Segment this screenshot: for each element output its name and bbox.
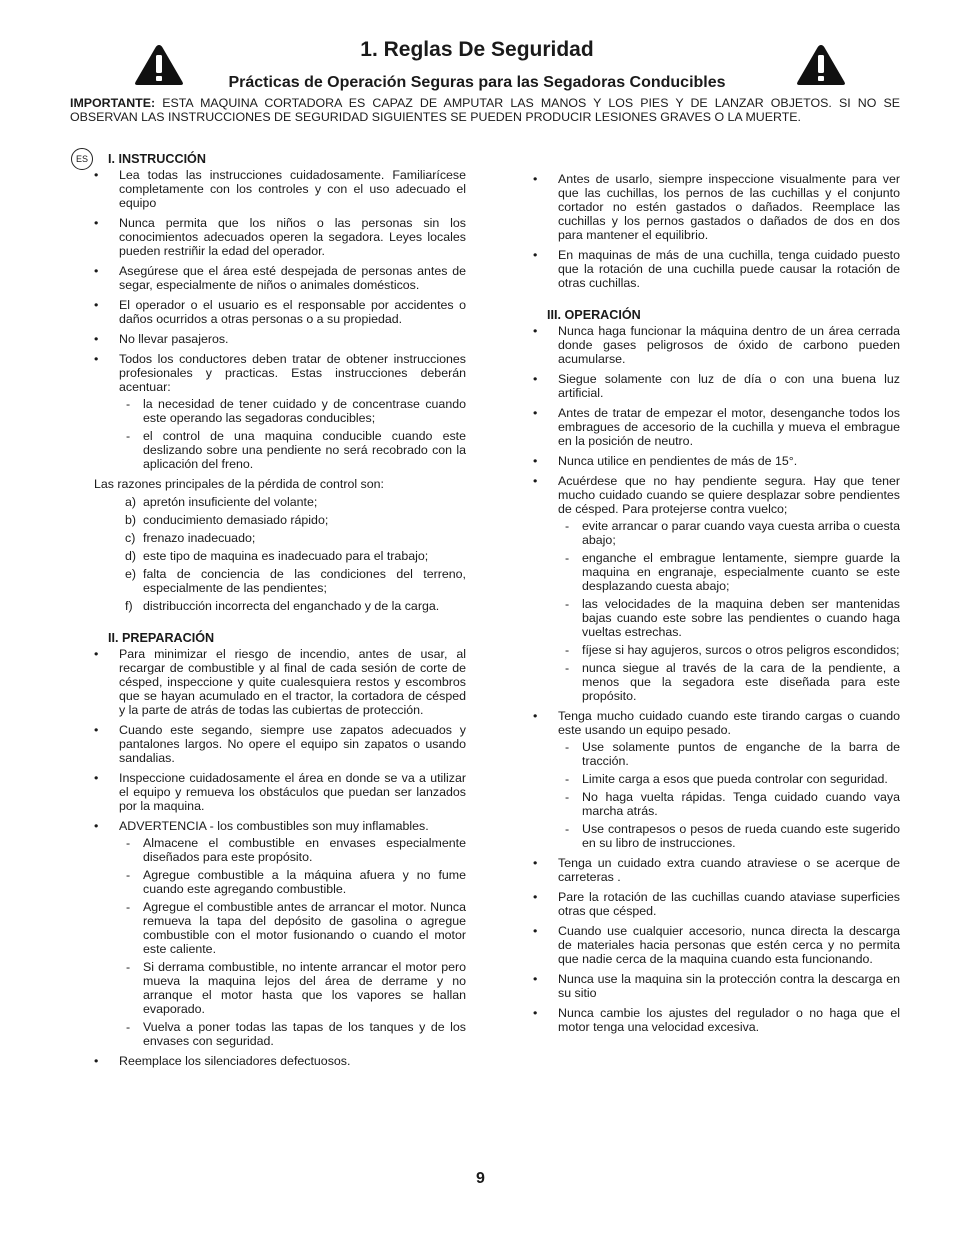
list-item: • Nunca cambie los ajustes del regulador o no haga que el motor tenga una velocidad excesiva. (527, 1006, 900, 1034)
reason-text: conducimiento demasiado rápido; (143, 513, 329, 527)
reason-text: apretón insuficiente del volante; (143, 495, 318, 509)
left-column (88, 152, 466, 1074)
sub-list-item: - nunca siegue al través de la cara de la pendiente, a menos que la segadora este diseñada para este propósito. (558, 661, 900, 703)
list-item-text: ADVERTENCIA - los combustibles son muy inflamables. (119, 819, 429, 833)
sub-list-item: - Si derrama combustible, no intente arrancar el motor pero mueva la maquina lejos del área de derrame y no arranque el motor hasta que los vapores se hallan evaporado. (119, 960, 466, 1016)
sub-list-item: - Almacene el combustible en envases especialmente diseñados para este propósito. (119, 836, 466, 864)
reason-marker: e) (125, 567, 137, 581)
page-subtitle: Prácticas de Operación Seguras para las Segadoras Conducibles (228, 74, 726, 91)
reason-marker: b) (125, 513, 137, 527)
sub-list-item: - Vuelva a poner todas las tapas de los tanques y de los envases con seguridad. (119, 1020, 466, 1048)
list-item: • En maquinas de más de una cuchilla, tenga cuidado puesto que la rotación de una cuchilla puede causar la rotación de otras cuchillas. (527, 248, 900, 290)
important-notice (70, 96, 900, 124)
reason-marker: d) (125, 549, 137, 563)
list-item: • Antes de tratar de empezar el motor, desenganche todos los embragues de accesorio de la cuchilla y mueva el embrague en la posición de neutro. (527, 406, 900, 448)
list-item: • Cuando use cualquier accesorio, nunca directa la descarga de materiales hacia personas que estén cerca y no permita que nadie cerca de la maquina cuando esta funcionando. (527, 924, 900, 966)
sub-list-item: - evite arrancar o parar cuando vaya cuesta arriba o cuesta abajo; (558, 519, 900, 547)
reason-marker: f) (125, 599, 133, 613)
sub-list-item: - la necesidad de tener cuidado y de concentrase cuando este operando las segadoras conducibles; (119, 397, 466, 425)
page-title: 1. Reglas De Seguridad (360, 38, 594, 61)
list-item: • Nunca haga funcionar la máquina dentro de un área cerrada donde gases peligrosos de óxido de carbono pueden acumularse. (527, 324, 900, 366)
list-item: • Siegue solamente con luz de día o con una buena luz artificial. (527, 372, 900, 400)
sub-list-item: - Agregue el combustible antes de arrancar el motor. Nunca remueva la tapa del depósito de gasolina o agregue combustible con el motor fusionando o cuando el motor este caliente. (119, 900, 466, 956)
list-item: • Antes de usarlo, siempre inspeccione visualmente para ver que las cuchillas, los pernos de las cuchillas y el conjunto cortador no estén gastados o dañados. Reemplace las cuchillas y los pernos gastados o dañados de dos en dos para mantener el equilibrio. (527, 172, 900, 242)
list-item: • Tenga un cuidado extra cuando atraviese o se acerque de carreteras . (527, 856, 900, 884)
list-item: • Nunca use la maquina sin la protección contra la descarga en su sitio (527, 972, 900, 1000)
right-column (527, 172, 900, 1040)
sub-list-item: - fíjese si hay agujeros, surcos o otros peligros escondidos; (558, 643, 900, 657)
important-text: ESTA MAQUINA CORTADORA ES CAPAZ DE AMPUTAR LAS MANOS Y LOS PIES Y DE LANZAR OBJETOS. SI NO SE OBSERVAN LAS INSTRUCCIONES DE SEGURIDAD SIGUIENTES SE PUEDEN PRODUCIR LESIONES GRAVES O LA MUERTE. (70, 96, 900, 124)
list-item: • Nunca permita que los niños o las personas sin los conocimientos adecuados operen la segadora. Leyes locales pueden restriñir la edad del operador. (88, 216, 466, 258)
section-heading-preparacion: II. PREPARACIÓN (108, 631, 215, 645)
list-item: • Asegúrese que el área esté despejada de personas antes de segar, especialmente de niños o animales domésticos. (88, 264, 466, 292)
list-item: • Para minimizar el riesgo de incendio, antes de usar, al recargar de combustible y al final de cada sesión de corte de césped, inspeccione y quite cualesquiera restos y escombros que se hayan acumulado en el tractor, la cortadora de césped y la parte de atrás de todas las cubiertas de protección. (88, 647, 466, 717)
section-heading-instruccion: I. INSTRUCCIÓN (108, 152, 206, 166)
reason-item (88, 495, 466, 509)
reason-text: frenazo inadecuado; (143, 531, 256, 545)
reason-marker: a) (125, 495, 137, 509)
list-item: • Pare la rotación de las cuchillas cuando ataviase superficies otras que césped. (527, 890, 900, 918)
list-item-text: Todos los conductores deben tratar de obtener instrucciones profesionales y practicas. Estas instrucciones deberán acentuar: (119, 352, 466, 394)
sub-list-item: - Use solamente puntos de enganche de la barra de tracción. (558, 740, 900, 768)
language-badge: ES (71, 148, 93, 170)
section-heading-operacion: III. OPERACIÓN (547, 308, 641, 322)
list-item: • Reemplace los silenciadores defectuosos. (88, 1054, 466, 1068)
list-item-text: Tenga mucho cuidado cuando este tirando cargas o cuando este usando un equipo pesado. (558, 709, 900, 737)
sub-list-item: - Use contrapesos o pesos de rueda cuando este sugerido en su libro de instrucciones. (558, 822, 900, 850)
list-item: • Lea todas las instrucciones cuidadosamente. Familiarícese completamente con los controles y con el uso adecuado el equipo (88, 168, 466, 210)
list-item (527, 709, 900, 850)
reasons-intro: Las razones principales de la pérdida de control son: (94, 477, 384, 491)
sub-list-item: - No haga vuelta rápidas. Tenga cuidado cuando vaya marcha atrás. (558, 790, 900, 818)
reason-item (88, 531, 466, 545)
list-item: • Inspeccione cuidadosamente el área en donde se va a utilizar el equipo y remueva los obstáculos que puedan ser lanzados por la maquina. (88, 771, 466, 813)
important-label: IMPORTANTE: (70, 96, 156, 110)
sub-list-item: - Agregue combustible a la máquina afuera y no fume cuando este agregando combustible. (119, 868, 466, 896)
list-item-text: Acuérdese que no hay pendiente segura. Hay que tener mucho cuidado cuando se quiere desplazar sobre pendientes de césped. Para protejerse contra vuelco; (558, 474, 900, 516)
reason-item (88, 549, 466, 563)
sub-list-item: - Limite carga a esos que pueda controlar con seguridad. (558, 772, 900, 786)
reason-item (88, 513, 466, 527)
sub-list-item: - enganche el embrague lentamente, siempre guarde la maquina en engranaje, especialmente cuanto se este desplazando cuesta abajo; (558, 551, 900, 593)
list-item: • Nunca utilice en pendientes de más de 15°. (527, 454, 900, 468)
sub-list-item: - el control de una maquina conducible cuando este deslizando sobre una pendiente no será recobrado con la aplicación del freno. (119, 429, 466, 471)
reason-text: falta de conciencia de las condiciones del terreno, especialmente de las pendientes; (143, 567, 466, 595)
reason-text: este tipo de maquina es inadecuado para el trabajo; (143, 549, 429, 563)
list-item (527, 474, 900, 703)
list-item: • Cuando este segando, siempre use zapatos adecuados y pantalones largos. No opere el equipo sin zapatos o usando sandalias. (88, 723, 466, 765)
sub-list-item: - las velocidades de la maquina deben ser mantenidas bajas cuando este sobre las pendientes o cuando haga vueltas estrechas. (558, 597, 900, 639)
list-item (88, 819, 466, 1048)
reason-marker: c) (125, 531, 136, 545)
reason-item (88, 599, 466, 613)
page-number: 9 (476, 1170, 485, 1187)
list-item (88, 352, 466, 471)
list-item: • El operador o el usuario es el responsable por accidentes o daños ocurridos a otras personas o a su propiedad. (88, 298, 466, 326)
list-item: • No llevar pasajeros. (88, 332, 466, 346)
reason-item (88, 567, 466, 595)
reason-text: distribucción incorrecta del enganchado y de la carga. (143, 599, 440, 613)
